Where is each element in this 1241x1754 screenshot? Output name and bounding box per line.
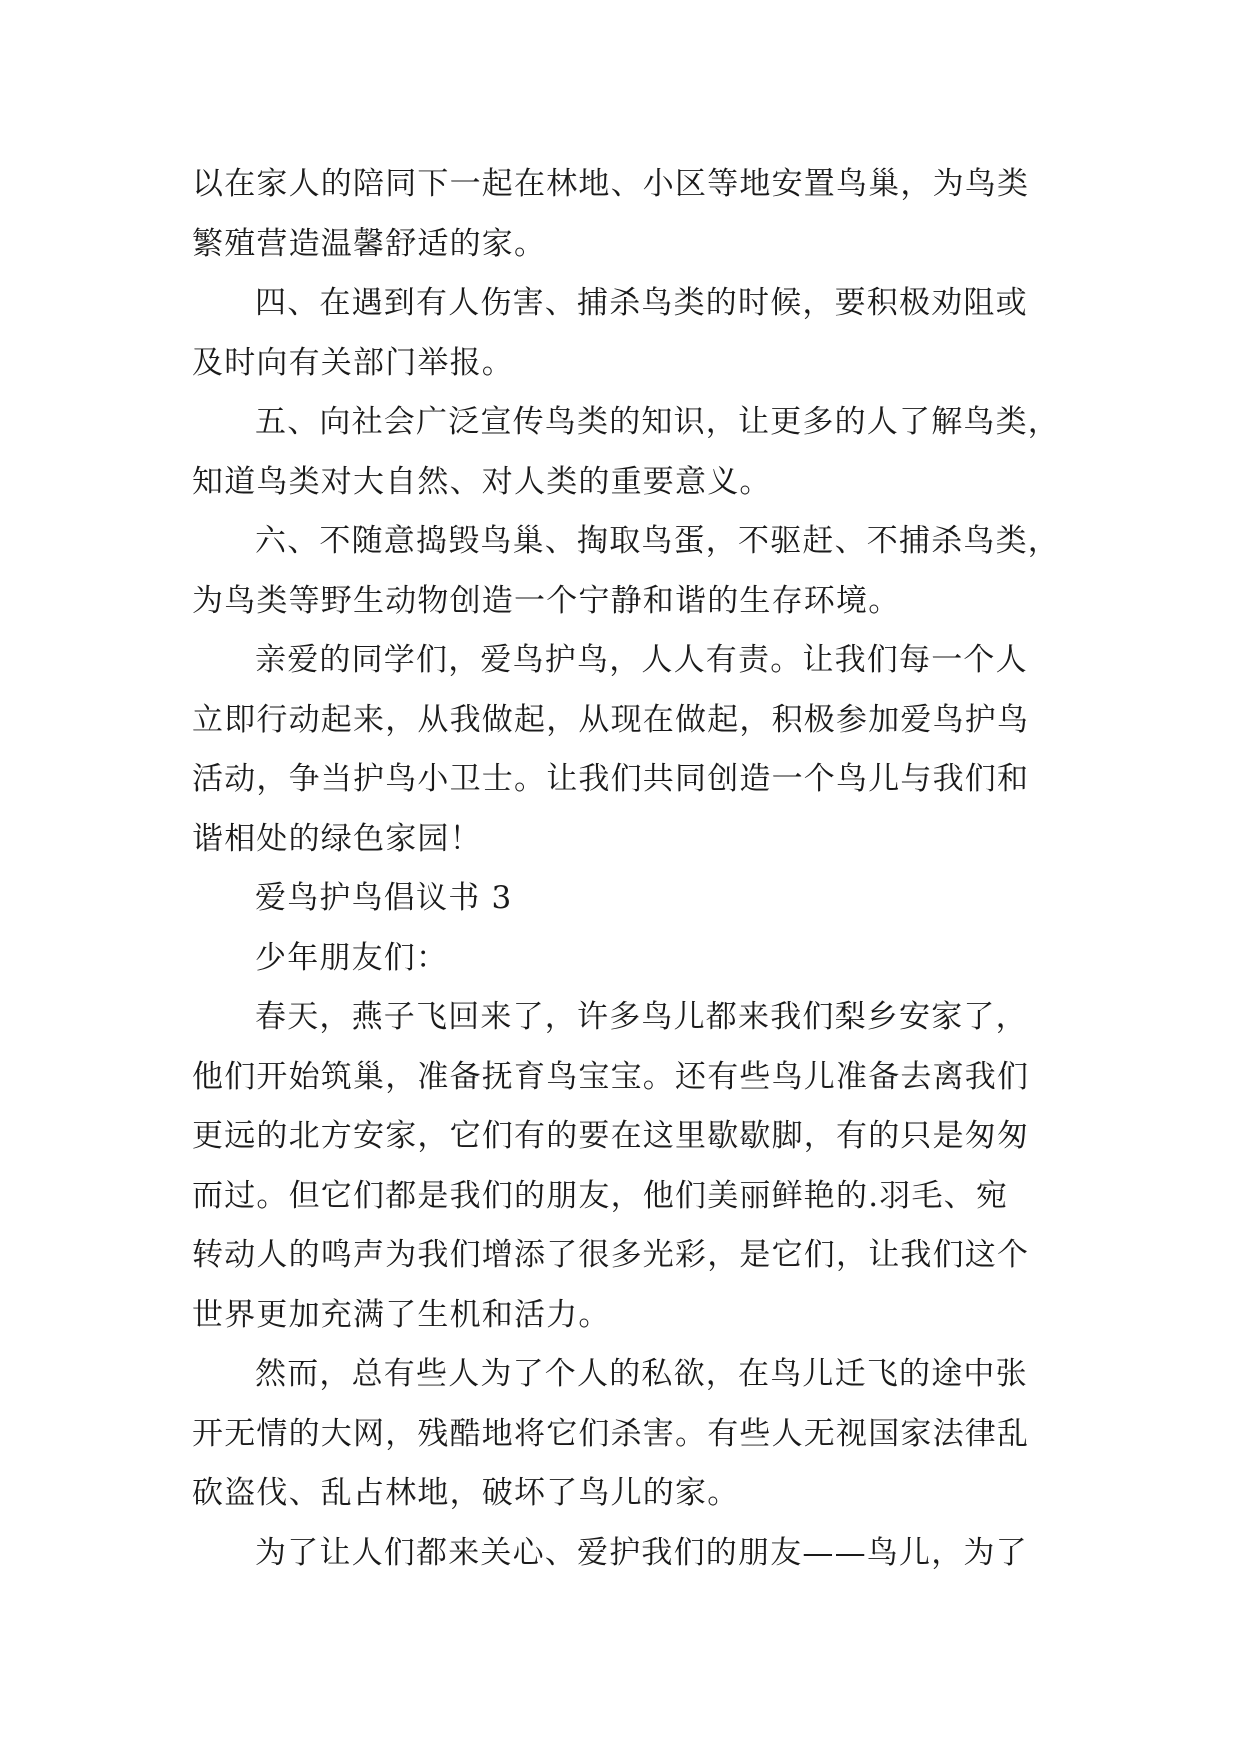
text-line: 亲爱的同学们，爱鸟护鸟，人人有责。让我们每一个人 (255, 642, 1028, 678)
text-line: 爱鸟护鸟倡议书 3 (255, 880, 513, 916)
text-line: 而过。但它们都是我们的朋友，他们美丽鲜艳的.羽毛、宛 (192, 1177, 1009, 1214)
text-line: 繁殖营造温馨舒适的家。 (192, 225, 547, 262)
text-line: 谐相处的绿色家园！ (192, 820, 482, 857)
text-line: 为了让人们都来关心、爱护我们的朋友——鸟儿，为了 (255, 1534, 1028, 1571)
text-line: 更远的北方安家，它们有的要在这里歇歇脚，有的只是匆匆 (192, 1118, 1030, 1154)
text-line: 他们开始筑巢，准备抚育鸟宝宝。还有些鸟儿准备去离我们 (192, 1058, 1030, 1095)
text-line: 活动，争当护鸟小卫士。让我们共同创造一个鸟儿与我们和 (192, 761, 1030, 797)
text-line: 五、向社会广泛宣传鸟类的知识，让更多的人了解鸟类， (255, 404, 1060, 440)
text-line: 六、不随意捣毁鸟巢、掏取鸟蛋，不驱赶、不捕杀鸟类， (255, 523, 1060, 559)
text-line: 立即行动起来，从我做起，从现在做起，积极参加爱鸟护鸟 (192, 701, 1030, 738)
text-line: 为鸟类等野生动物创造一个宁静和谐的生存环境。 (192, 582, 901, 619)
text-line: 世界更加充满了生机和活力。 (192, 1296, 611, 1333)
document-body (192, 155, 1060, 1583)
text-line: 及时向有关部门举报。 (192, 344, 514, 381)
text-line: 春天，燕子飞回来了，许多鸟儿都来我们梨乡安家了， (255, 999, 1028, 1035)
text-line: 四、在遇到有人伤害、捕杀鸟类的时候，要积极劝阻或 (255, 285, 1028, 321)
text-line: 少年朋友们： (255, 939, 449, 976)
text-line: 砍盗伐、乱占林地，破坏了鸟儿的家。 (192, 1475, 740, 1511)
text-line: 转动人的鸣声为我们增添了很多光彩，是它们，让我们这个 (192, 1237, 1030, 1273)
text-line: 知道鸟类对大自然、对人类的重要意义。 (192, 463, 772, 500)
text-line: 以在家人的陪同下一起在林地、小区等地安置鸟巢，为鸟类 (192, 166, 1030, 202)
text-line: 然而，总有些人为了个人的私欲，在鸟儿迁飞的途中张 (255, 1356, 1028, 1392)
text-line: 开无情的大网，残酷地将它们杀害。有些人无视国家法律乱 (192, 1415, 1030, 1452)
